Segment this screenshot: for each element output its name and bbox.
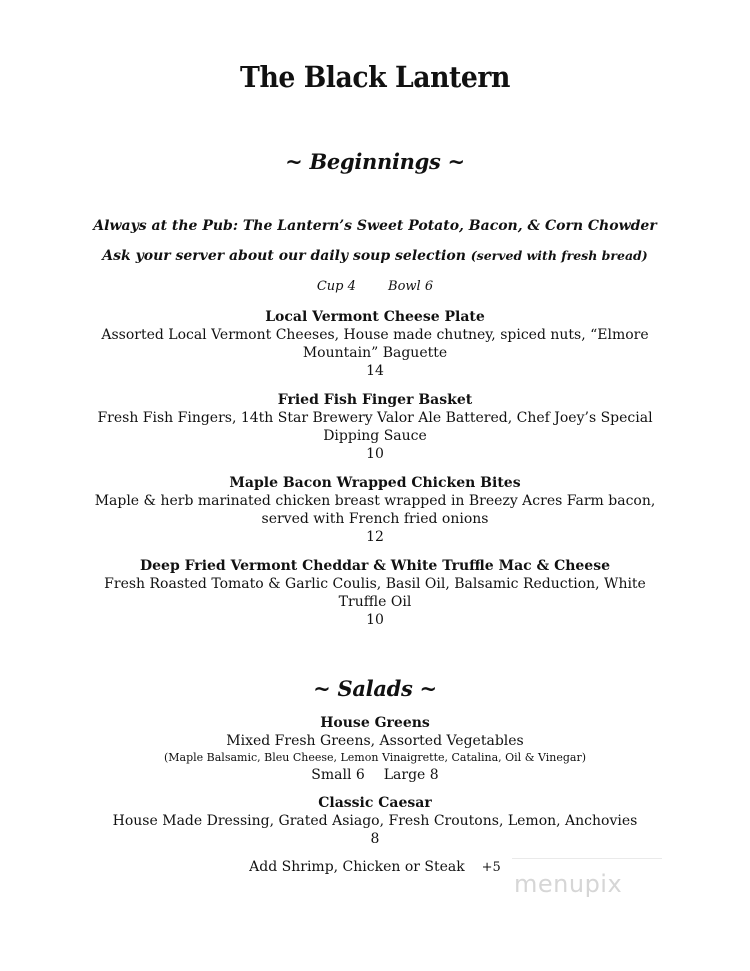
item-description: Dipping Sauce — [323, 428, 427, 444]
addon-text: Add Shrimp, Chicken or Steak — [249, 859, 465, 875]
item-price: 10 — [366, 612, 384, 628]
section-heading-beginnings: ~ Beginnings ~ — [285, 149, 465, 174]
soup-selection-line — [0, 248, 750, 264]
item-description: Mixed Fresh Greens, Assorted Vegetables — [226, 733, 524, 749]
restaurant-title: The Black Lantern — [240, 60, 510, 94]
addon-line — [0, 859, 750, 875]
small-price: Small 6 — [311, 767, 365, 783]
item-description: Assorted Local Vermont Cheeses, House made chutney, spiced nuts, “Elmore — [101, 327, 649, 343]
item-description: Truffle Oil — [338, 594, 412, 610]
section-heading-salads: ~ Salads ~ — [313, 676, 437, 701]
item-name: Deep Fried Vermont Cheddar & White Truffle Mac & Cheese — [140, 558, 610, 574]
menu-item — [0, 308, 750, 380]
dressing-options: (Maple Balsamic, Bleu Cheese, Lemon Vinaigrette, Catalina, Oil & Vinegar) — [163, 751, 586, 764]
item-description: Fresh Roasted Tomato & Garlic Coulis, Basil Oil, Balsamic Reduction, White — [104, 576, 646, 592]
item-price — [0, 766, 750, 784]
menu-item — [0, 474, 750, 546]
item-name: Fried Fish Finger Basket — [277, 392, 473, 408]
soup-prices — [0, 279, 750, 294]
large-price: Large 8 — [383, 767, 439, 783]
watermark-rule — [512, 858, 662, 859]
menu-item — [0, 714, 750, 784]
item-description: Maple & herb marinated chicken breast wrapped in Breezy Acres Farm bacon, — [94, 493, 656, 509]
soup-selection-note: (served with fresh bread) — [470, 248, 648, 263]
item-description: Fresh Fish Fingers, 14th Star Brewery Valor Ale Battered, Chef Joey’s Special — [97, 410, 653, 426]
item-description: Mountain” Baguette — [302, 345, 448, 361]
item-name: Maple Bacon Wrapped Chicken Bites — [229, 475, 521, 491]
chowder-line: Always at the Pub: The Lantern’s Sweet Potato, Bacon, & Corn Chowder — [93, 218, 657, 234]
item-price: 8 — [370, 831, 380, 847]
item-price: 14 — [366, 363, 384, 379]
item-price: 12 — [366, 529, 384, 545]
item-description: House Made Dressing, Grated Asiago, Fresh Croutons, Lemon, Anchovies — [112, 813, 638, 829]
soup-selection-text: Ask your server about our daily soup selection — [102, 248, 466, 264]
item-price: 10 — [366, 446, 384, 462]
menu-item — [0, 794, 750, 848]
item-name: Local Vermont Cheese Plate — [265, 309, 485, 325]
soup-bowl-price: Bowl 6 — [388, 279, 434, 294]
item-name: Classic Caesar — [318, 795, 432, 811]
menu-item — [0, 391, 750, 463]
menu-item — [0, 557, 750, 629]
item-name: House Greens — [320, 715, 430, 731]
menupix-watermark: menupix — [514, 870, 623, 898]
addon-price: +5 — [481, 860, 501, 875]
soup-cup-price: Cup 4 — [316, 279, 356, 294]
item-description: served with French fried onions — [261, 511, 489, 527]
